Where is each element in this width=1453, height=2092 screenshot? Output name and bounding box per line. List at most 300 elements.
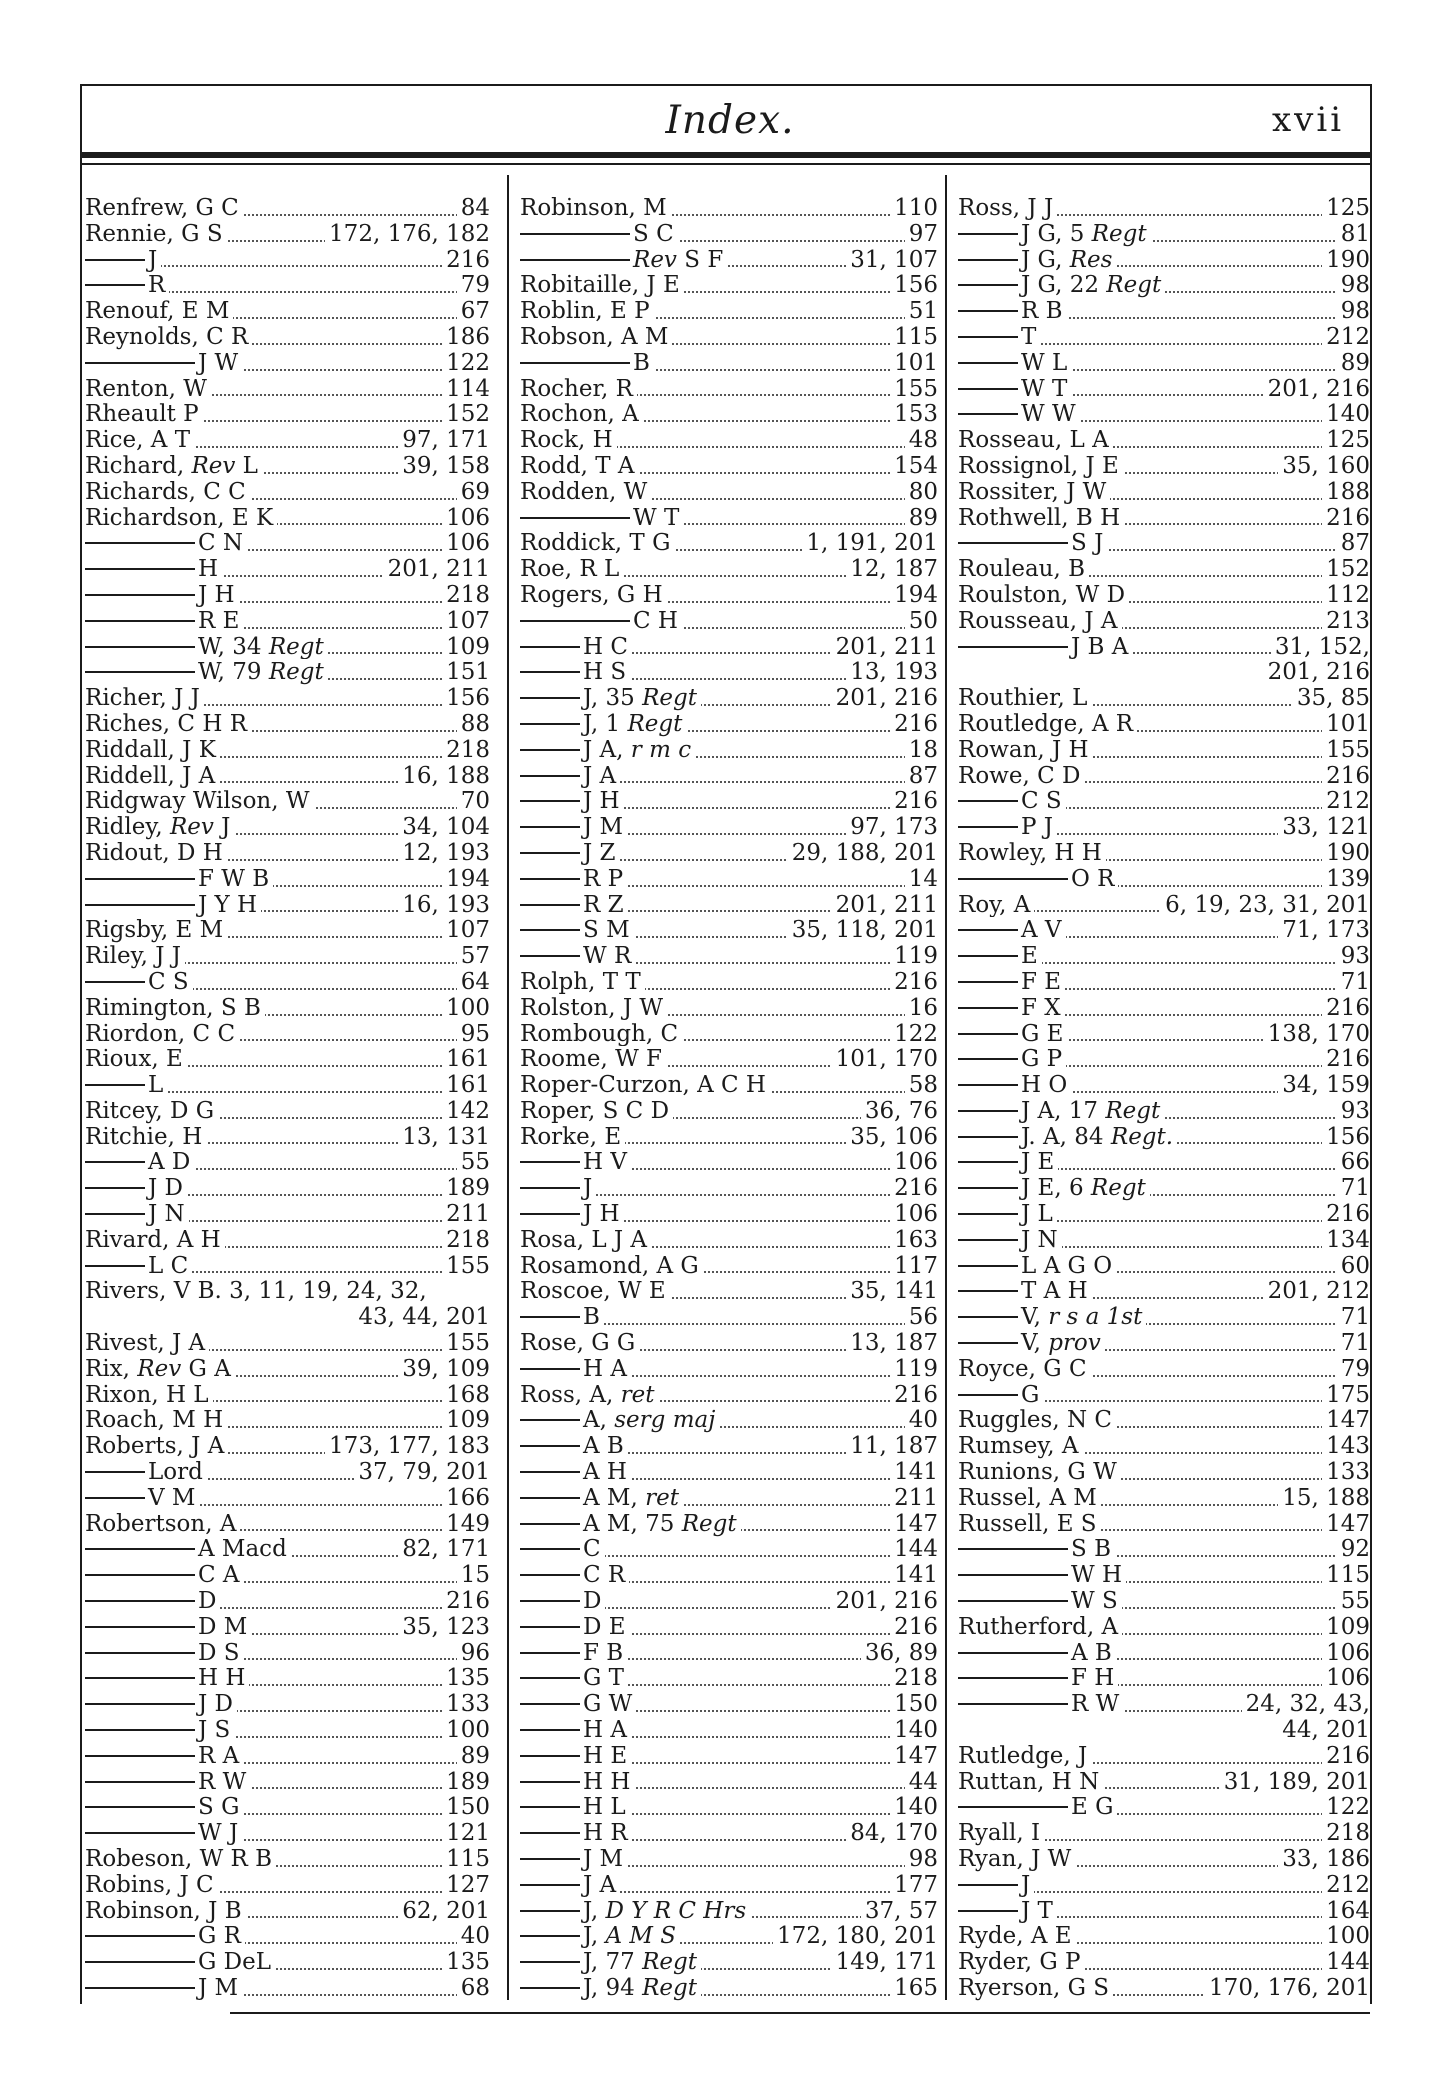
- entry-name: W S: [1071, 1588, 1118, 1615]
- ditto-dash: [958, 878, 1068, 880]
- entry-pages: 101, 170: [832, 1047, 938, 1073]
- entry-name: Rochon, A: [520, 401, 639, 428]
- entry-name: Routledge, A R: [958, 710, 1134, 737]
- entry-name: Rosa, L J A: [520, 1226, 648, 1253]
- index-entry: [85, 1176, 490, 1202]
- entry-pages: 218: [442, 738, 490, 764]
- entry-pages: 216: [890, 1176, 938, 1202]
- ditto-dash: [85, 1729, 195, 1731]
- ditto-dash: [520, 904, 580, 906]
- index-entry: [958, 738, 1370, 764]
- index-entry: [958, 273, 1370, 299]
- index-entry: [520, 1460, 938, 1486]
- index-entry: [958, 222, 1370, 248]
- entry-name: J S: [198, 1717, 231, 1744]
- index-entry: [958, 1795, 1370, 1821]
- entry-pages: 34, 104: [398, 815, 490, 841]
- entry-pages: 213: [1322, 609, 1370, 635]
- entry-name: R P: [583, 865, 624, 892]
- entry-name: C S: [1021, 788, 1062, 815]
- index-entry: [958, 789, 1370, 815]
- index-entry: [520, 1202, 938, 1228]
- ditto-dash: [958, 1600, 1068, 1602]
- entry-name: Ruttan, H N: [958, 1768, 1100, 1795]
- index-entry: [958, 635, 1370, 661]
- entry-name: Ritchie, H: [85, 1123, 203, 1150]
- index-entry: [958, 1615, 1370, 1641]
- entry-name: Ridgway Wilson, W: [85, 788, 310, 815]
- entry-name: J: [148, 246, 158, 273]
- entry-pages: 194: [442, 867, 490, 893]
- entry-name: Rutledge, J: [958, 1742, 1088, 1769]
- entry-name: Rheault P: [85, 401, 199, 428]
- index-entry: [85, 480, 490, 506]
- entry-pages: 201, 216: [1264, 660, 1370, 686]
- ditto-dash: [958, 310, 1018, 312]
- entry-pages: 36, 76: [861, 1099, 938, 1125]
- index-entry: [85, 1873, 490, 1899]
- entry-pages: 201, 212: [1264, 1279, 1370, 1305]
- ditto-dash: [85, 1497, 145, 1499]
- entry-name: J A: [583, 762, 617, 789]
- entry-name: Richardson, E K: [85, 504, 274, 531]
- entry-pages: 100: [442, 1718, 490, 1744]
- index-entry: [85, 1563, 490, 1589]
- index-entry: [520, 1976, 938, 2002]
- index-entry: [958, 970, 1370, 996]
- entry-name: W, 34 Regt: [198, 633, 324, 660]
- entry-name: J D: [148, 1175, 183, 1202]
- index-entry: [85, 1821, 490, 1847]
- entry-pages: 147: [1322, 1408, 1370, 1434]
- entry-name: Rorke, E: [520, 1123, 622, 1150]
- entry-pages: 79: [1337, 1357, 1370, 1383]
- entry-pages: 87: [905, 764, 938, 790]
- ditto-dash: [520, 878, 580, 880]
- entry-pages: 81: [1337, 222, 1370, 248]
- entry-pages: 64: [457, 970, 490, 996]
- entry-pages: 189: [442, 1176, 490, 1202]
- index-entry: [85, 1924, 490, 1950]
- ditto-dash: [958, 542, 1068, 544]
- entry-name: H O: [1021, 1072, 1068, 1099]
- entry-pages: 135: [442, 1666, 490, 1692]
- index-entry: [85, 867, 490, 893]
- entry-pages: 175: [1322, 1383, 1370, 1409]
- entry-pages: 48: [905, 428, 938, 454]
- ditto-dash: [520, 1961, 580, 1963]
- ditto-dash: [958, 233, 1018, 235]
- entry-name: Robson, A M: [520, 323, 669, 350]
- index-entry: [85, 1795, 490, 1821]
- entry-name: Rumsey, A: [958, 1433, 1079, 1460]
- index-entry: [958, 1331, 1370, 1357]
- entry-pages: 211: [442, 1202, 490, 1228]
- entry-name: J, 77 Regt: [583, 1949, 697, 1976]
- ditto-dash: [85, 1987, 195, 1989]
- entry-name: S C: [633, 220, 674, 247]
- index-entry: [85, 248, 490, 274]
- ditto-dash: [958, 800, 1018, 802]
- entry-name: J, 94 Regt: [583, 1974, 697, 2001]
- ditto-dash: [958, 1703, 1068, 1705]
- entry-name: H V: [583, 1149, 627, 1176]
- entry-name: V M: [148, 1484, 196, 1511]
- entry-pages: 71: [1337, 1331, 1370, 1357]
- index-entry: [958, 1666, 1370, 1692]
- entry-name: Richard, Rev L: [85, 452, 258, 479]
- entry-pages: 168: [442, 1383, 490, 1409]
- entry-pages: 216: [442, 248, 490, 274]
- entry-pages: 70: [457, 789, 490, 815]
- entry-name: Roper, S C D: [520, 1097, 670, 1124]
- index-entry: [85, 454, 490, 480]
- entry-pages: 114: [442, 377, 490, 403]
- index-entry: [520, 996, 938, 1022]
- entry-name: H A: [583, 1717, 627, 1744]
- right-margin-rule: [1370, 84, 1372, 2004]
- entry-name: G P: [1021, 1046, 1063, 1073]
- entry-name: Robins, J C: [85, 1871, 214, 1898]
- index-entry: [958, 1563, 1370, 1589]
- entry-pages: 216: [890, 712, 938, 738]
- index-entry: [520, 273, 938, 299]
- entry-pages: 34, 159: [1278, 1073, 1370, 1099]
- ditto-dash: [958, 1342, 1018, 1344]
- entry-name: W T: [1021, 375, 1068, 402]
- index-entry: [85, 583, 490, 609]
- index-entry: [85, 1692, 490, 1718]
- entry-pages: 140: [890, 1718, 938, 1744]
- entry-name: L C: [148, 1252, 189, 1279]
- index-entry: [520, 557, 938, 583]
- entry-pages: 147: [890, 1512, 938, 1538]
- entry-name: J A: [583, 1871, 617, 1898]
- index-entry: [520, 1125, 938, 1151]
- entry-pages: 201, 211: [832, 893, 938, 919]
- entry-pages: 112: [1322, 583, 1370, 609]
- index-entry: [85, 1589, 490, 1615]
- entry-pages: 155: [890, 377, 938, 403]
- entry-pages: 50: [905, 609, 938, 635]
- ditto-dash: [520, 749, 580, 751]
- index-entry: [85, 1899, 490, 1925]
- entry-pages: 69: [457, 480, 490, 506]
- entry-name: Rothwell, B H: [958, 504, 1121, 531]
- entry-name: Riordon, C C: [85, 1020, 236, 1047]
- entry-pages: 57: [457, 944, 490, 970]
- entry-pages: 107: [442, 609, 490, 635]
- entry-name: Rombough, C: [520, 1020, 679, 1047]
- entry-name: J M: [198, 1974, 239, 2001]
- ditto-dash: [520, 1523, 580, 1525]
- entry-name: Runions, G W: [958, 1459, 1117, 1486]
- entry-name: J G, Res: [1021, 246, 1113, 273]
- ditto-dash: [958, 1316, 1018, 1318]
- entry-pages: 100: [1322, 1924, 1370, 1950]
- ditto-dash: [958, 1187, 1018, 1189]
- entry-name: V, r s a 1st: [1021, 1304, 1143, 1331]
- ditto-dash: [958, 284, 1018, 286]
- index-entry: [958, 1873, 1370, 1899]
- entry-pages: 216: [1322, 996, 1370, 1022]
- entry-name: H A: [583, 1355, 627, 1382]
- index-entry: [520, 764, 938, 790]
- entry-pages: 71, 173: [1278, 918, 1370, 944]
- index-entry: [85, 893, 490, 919]
- index-entry: [520, 1563, 938, 1589]
- entry-pages: 37, 79, 201: [354, 1460, 490, 1486]
- ditto-dash: [85, 1806, 195, 1808]
- index-entry: [520, 1383, 938, 1409]
- index-entry: [520, 1408, 938, 1434]
- index-entry: [85, 1228, 490, 1254]
- entry-pages: 122: [890, 1022, 938, 1048]
- entry-pages: 201, 216: [1264, 377, 1370, 403]
- entry-name: S G: [198, 1794, 240, 1821]
- index-entry: [958, 1383, 1370, 1409]
- index-entry: [520, 1537, 938, 1563]
- index-entry: [85, 970, 490, 996]
- entry-pages: 39, 158: [398, 454, 490, 480]
- entry-pages: 56: [905, 1305, 938, 1331]
- entry-pages: 140: [890, 1795, 938, 1821]
- entry-pages: 139: [1322, 867, 1370, 893]
- index-entry: [520, 1073, 938, 1099]
- ditto-dash: [85, 1781, 195, 1783]
- entry-pages: 115: [442, 1847, 490, 1873]
- entry-pages: 186: [442, 325, 490, 351]
- entry-pages: 16: [905, 996, 938, 1022]
- entry-pages: 109: [1322, 1615, 1370, 1641]
- ditto-dash: [520, 1497, 580, 1499]
- ditto-dash: [520, 1187, 580, 1189]
- entry-pages: 82, 171: [398, 1537, 490, 1563]
- ditto-dash: [85, 1161, 145, 1163]
- entry-name: C H: [633, 607, 678, 634]
- ditto-dash: [520, 1445, 580, 1447]
- index-entry: [958, 1486, 1370, 1512]
- index-entry: [85, 557, 490, 583]
- entry-name: Rouleau, B: [958, 556, 1086, 583]
- entry-pages: 201, 216: [832, 1589, 938, 1615]
- index-entry: [520, 1357, 938, 1383]
- entry-pages: 93: [1337, 944, 1370, 970]
- entry-pages: 67: [457, 299, 490, 325]
- ditto-dash: [520, 259, 630, 261]
- ditto-dash: [520, 620, 630, 622]
- entry-name: D S: [198, 1639, 240, 1666]
- ditto-dash: [958, 1884, 1018, 1886]
- entry-name: J H: [583, 788, 620, 815]
- entry-name: A, serg maj: [583, 1407, 716, 1434]
- entry-pages: 218: [890, 1666, 938, 1692]
- entry-pages: 66: [1337, 1150, 1370, 1176]
- entry-name: F H: [1071, 1665, 1115, 1692]
- index-entry: [958, 557, 1370, 583]
- index-entry: [85, 1022, 490, 1048]
- index-entry: [520, 299, 938, 325]
- ditto-dash: [85, 1548, 195, 1550]
- entry-name: Roach, M H: [85, 1407, 224, 1434]
- entry-pages: 55: [1337, 1589, 1370, 1615]
- entry-name: Rogers, G H: [520, 581, 663, 608]
- index-column-2: [520, 196, 938, 2002]
- index-entry: [958, 1357, 1370, 1383]
- ditto-dash: [520, 1755, 580, 1757]
- entry-name: J G, 22 Regt: [1021, 272, 1162, 299]
- entry-name: O R: [1071, 865, 1115, 892]
- entry-name: Ryder, G P: [958, 1949, 1081, 1976]
- entry-name: A M, 75 Regt: [583, 1510, 737, 1537]
- entry-pages: 172, 176, 182: [325, 222, 490, 248]
- ditto-dash: [520, 852, 580, 854]
- entry-name: Robertson, A: [85, 1510, 237, 1537]
- entry-pages: 101: [1322, 712, 1370, 738]
- ditto-dash: [520, 1419, 580, 1421]
- index-entry: [520, 867, 938, 893]
- index-entry: [520, 609, 938, 635]
- index-entry: [85, 1666, 490, 1692]
- entry-name: A D: [148, 1149, 191, 1176]
- index-entry: [85, 1202, 490, 1228]
- entry-name: Rocher, R: [520, 375, 633, 402]
- entry-pages: 190: [1322, 841, 1370, 867]
- entry-name: H C: [583, 633, 628, 660]
- index-entry: [85, 377, 490, 403]
- entry-pages: 96: [457, 1641, 490, 1667]
- entry-pages: 24, 32, 43,: [1242, 1692, 1370, 1718]
- entry-name: Roddick, T G: [520, 530, 671, 557]
- ditto-dash: [958, 1213, 1018, 1215]
- entry-name: S B: [1071, 1536, 1111, 1563]
- entry-name: J T: [1021, 1897, 1053, 1924]
- index-entry: [520, 970, 938, 996]
- entry-pages: 156: [442, 686, 490, 712]
- entry-pages: 92: [1337, 1537, 1370, 1563]
- entry-pages: 141: [890, 1460, 938, 1486]
- entry-pages: 147: [1322, 1512, 1370, 1538]
- entry-name: Rock, H: [520, 427, 613, 454]
- ditto-dash: [85, 646, 195, 648]
- ditto-dash: [85, 259, 145, 261]
- index-entry: [520, 1512, 938, 1538]
- entry-pages: 16, 188: [398, 764, 490, 790]
- entry-pages: 51: [905, 299, 938, 325]
- index-entry: [958, 299, 1370, 325]
- index-entry: [520, 428, 938, 454]
- entry-pages: 100: [442, 996, 490, 1022]
- index-entry: [520, 1795, 938, 1821]
- index-entry: [958, 1279, 1370, 1305]
- entry-pages: 39, 109: [398, 1357, 490, 1383]
- entry-pages: 97: [905, 222, 938, 248]
- entry-pages: 101: [890, 351, 938, 377]
- index-entry: [958, 1099, 1370, 1125]
- entry-pages: 11, 187: [846, 1434, 938, 1460]
- entry-name: J B A: [1071, 633, 1129, 660]
- entry-pages: 35, 118, 201: [788, 918, 938, 944]
- entry-pages: 190: [1322, 248, 1370, 274]
- index-entry: [520, 893, 938, 919]
- entry-pages: 95: [457, 1022, 490, 1048]
- index-entry: [85, 1305, 490, 1331]
- ditto-dash: [520, 800, 580, 802]
- ditto-dash: [958, 1290, 1018, 1292]
- ditto-dash: [85, 1471, 145, 1473]
- ditto-dash: [520, 697, 580, 699]
- index-entry: [520, 1305, 938, 1331]
- entry-name: Rowan, J H: [958, 736, 1089, 763]
- ditto-dash: [85, 904, 195, 906]
- entry-name: Richards, C C: [85, 478, 246, 505]
- index-entry: [958, 1150, 1370, 1176]
- entry-name: Rimington, S B: [85, 994, 261, 1021]
- entry-name: J N: [148, 1201, 185, 1228]
- entry-pages: 149: [442, 1512, 490, 1538]
- index-entry: [958, 1073, 1370, 1099]
- entry-name: G T: [583, 1665, 625, 1692]
- index-entry: [85, 1383, 490, 1409]
- entry-pages: 71: [1337, 1305, 1370, 1331]
- index-entry: [958, 1821, 1370, 1847]
- entry-name: T: [1021, 323, 1037, 350]
- entry-name: C S: [148, 968, 189, 995]
- ditto-dash: [85, 362, 195, 364]
- entry-name: W, 79 Regt: [198, 659, 324, 686]
- index-entry: [85, 222, 490, 248]
- index-entry: [520, 1821, 938, 1847]
- ditto-dash: [520, 1574, 580, 1576]
- ditto-dash: [520, 1626, 580, 1628]
- entry-pages: 62, 201: [398, 1899, 490, 1925]
- index-entry: [85, 609, 490, 635]
- entry-pages: 12, 193: [398, 841, 490, 867]
- ditto-dash: [958, 1806, 1068, 1808]
- entry-name: J W: [198, 349, 239, 376]
- index-entry: [958, 1770, 1370, 1796]
- entry-pages: 35, 160: [1278, 454, 1370, 480]
- entry-pages: 35, 85: [1293, 686, 1370, 712]
- index-entry: [520, 841, 938, 867]
- entry-name: Rolph, T T: [520, 968, 641, 995]
- entry-pages: 127: [442, 1873, 490, 1899]
- index-entry: [85, 1254, 490, 1280]
- index-entry: [958, 1512, 1370, 1538]
- entry-name: A B: [1071, 1639, 1112, 1666]
- entry-pages: 151: [442, 660, 490, 686]
- index-entry: [958, 996, 1370, 1022]
- entry-name: H H: [198, 1665, 246, 1692]
- entry-pages: 143: [1322, 1434, 1370, 1460]
- entry-pages: 40: [457, 1924, 490, 1950]
- entry-pages: 165: [890, 1976, 938, 2002]
- entry-pages: 218: [442, 583, 490, 609]
- entry-name: D E: [583, 1613, 626, 1640]
- ditto-dash: [85, 1755, 195, 1757]
- index-entry: [85, 815, 490, 841]
- index-entry: [958, 1176, 1370, 1202]
- index-entry: [520, 1331, 938, 1357]
- entry-name: R A: [198, 1742, 240, 1769]
- entry-name: W T: [633, 504, 680, 531]
- index-entry: [520, 1279, 938, 1305]
- entry-pages: 152: [1322, 557, 1370, 583]
- entry-name: Rolston, J W: [520, 994, 664, 1021]
- entry-name: Renouf, E M: [85, 298, 230, 325]
- index-entry: [520, 1486, 938, 1512]
- entry-name: Rosamond, A G: [520, 1252, 699, 1279]
